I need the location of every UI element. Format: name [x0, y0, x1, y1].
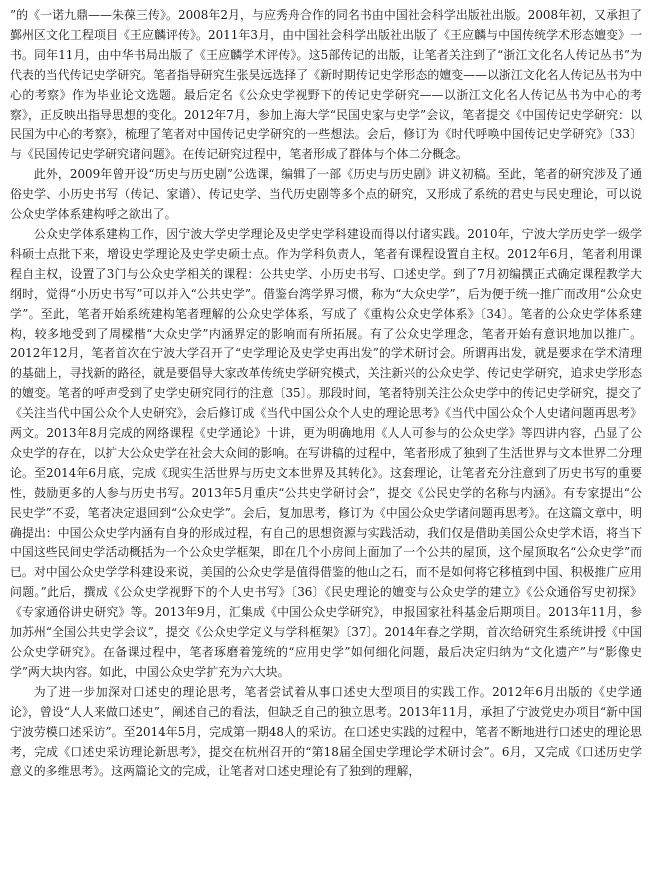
paragraph-2: 此外，2009年曾开设“历史与历史剧”公选课，编辑了一部《历史与历史剧》讲义初稿。至此，笔者的研究涉及了通俗史学、小历史书写（传记、家谱）、传记史学、当代历史剧等多个点的研究，又形成了系统的君史与民史理论，可以说公众史学体系建构呼之欲出了。 — [10, 167, 642, 222]
paragraph-1: ”的《一诺九鼎——朱葆三传》。2008年2月，与应秀舟合作的同名书由中国社会科学出版社出版。2008年初，又承担了鄞州区文化工程项目《王应麟评传》。2011年3月，由中国社会科学出版社出版了《王应麟与中国传统学术形态嬗变》一书。同年11月，由中华书局出版了《王应麟学术评传》。这5部传记的出版，让笔者关注到了“浙江文化名人传记丛书”为代表的当代传记史学研究。笔者指导研究生张昊远选择了《新时期传记史学形态的嬗变——以浙江文化名人传记丛书为中心的考察》作为毕业论文选题。最后定名《公众史学视野下的传记史学研究——以浙江文化名人传记丛书为中心的考察》，正反映出指导思想的变化。2012年7月，参加上海大学“民国史家与史学”会议，笔者提交《中国传记史学研究：以民国为中心的考察》，梳理了笔者对中国传记史学研究的一些想法。会后，修订为《时代呼唤中国传记史学研究》〔33〕与《民国传记史学研究诸问题》。在传记研究过程中，笔者形成了群体与个体二分概念。 — [10, 8, 642, 162]
paragraph-3: 公众史学体系建构工作，因宁波大学史学理论及史学史学科建设而得以付诸实践。2010年，宁波大学历史学一级学科硕士点批下来，增设史学理论及史学史硕士点。作为学科负责人，笔者有课程设置自主权。2012年6月，笔者利用课程自主权，设置了3门与公众史学相关的课程：公共史学、小历史书写、口述史学。到了7月初编撰正式确定课程教学大纲时，觉得“小历史书写”可以并入“公共史学”。借鉴台湾学界习惯，称为“大众史学”，后为便于统一推广而改用“公众史学”。至此，笔者开始系统建构笔者理解的公众史学体系，写成了《重构公众史学体系》〔34〕。笔者的公众史学体系建构，较多地受到了周樑楷“大众史学”内涵界定的影响而有所拓展。有了公众史学理念，笔者开始有意识地加以推广。2012年12月，笔者首次在宁波大学召开了“史学理论及史学史再出发”的学术研讨会。所谓再出发，就是要求在学术清理的基础上，寻找新的路径，就是要倡导大家改革传统史学研究模式，关注新兴的公众史学、传记史学研究，追求史学形态的嬗变。笔者的呼声受到了史学史研究同行的注意〔35〕。那段时间，笔者特别关注公众史学中的传记史学研究，提交了《关注当代中国公众个人史研究》，会后修订成《当代中国公众个人史的理论思考》《当代中国公众个人史诸问题再思考》两文。2013年8月完成的网络课程《史学通论》十讲，更为明确地用《人人可参与的公众史学》等四讲内容，凸显了公众史学的存在，以扩大公众史学在社会大众间的影响。在写讲稿的过程中，笔者形成了独到了生活世界与文本世界二分理论。至2014年6月底，完成《现实生活世界与历史文本世界及其转化》。这套理论，让笔者充分注意到了历史书写的重要性，鼓励更多的人参与历史书写。2013年5月重庆“公共史学研讨会”，提交《公民史学的名称与内涵》。有专家提出“公民史学”不妥，笔者决定退回到“公众史学”。会后，复加思考，修订为《中国公众史学诸问题再思考》。在这篇文章中，明确提出：中国公众史学内涵有自身的形成过程，有自己的思想资源与实践活动，我们仅是借助美国公众史学术语，将当下中国这些民间史学活动概括为一个公众史学框架，即在几个小房间上面加了一个公共的屋顶，这个屋顶取名“公众史学”而已。对中国公众史学学科建设来说，美国的公众史学是值得借鉴的他山之石，而不是如何将它移植到中国、积极推广应用问题。”此后，撰成《公众史学视野下的个人史书写》〔36〕《民史理论的嬗变与公众史学的建立》《公众通俗写史初探》《专家通俗讲史研究》等。2013年9月，汇集成《中国公众史学研究》，申报国家社科基金后期项目。2013年11月，参加苏州“全国公共史学会议”，提交《公众史学定义与学科框架》〔37〕。2014年春之学期，首次给研究生系统讲授《中国公众史学研究》。在备课过程中，笔者琢磨着笼统的“应用史学”如何细化问题，最后决定归纳为“文化遗产”与“影像史学”两大块内容。如此，中国公众史学扩充为六大块。 — [10, 226, 642, 679]
paragraph-4: 为了进一步加深对口述史的理论思考，笔者尝试着从事口述史大型项目的实践工作。2012年6月出版的《史学通论》，曾设“人人来做口述史”，阐述自己的看法，但缺乏自己的独立思考。2013年11月，承担了宁波党史办项目“新中国宁波劳模口述采访”。至2014年5月，完成第一期48人的采访。在口述史实践的过程中，笔者不断地进行口述史的理论思考，完成《口述史采访理论新思考》，提交在杭州召开的“第18届全国史学理论学术研讨会”。6月，又完成《口述历史学意义的多维思考》。这两篇论文的完成，让笔者对口述史理论有了独到的理解， — [10, 684, 642, 779]
